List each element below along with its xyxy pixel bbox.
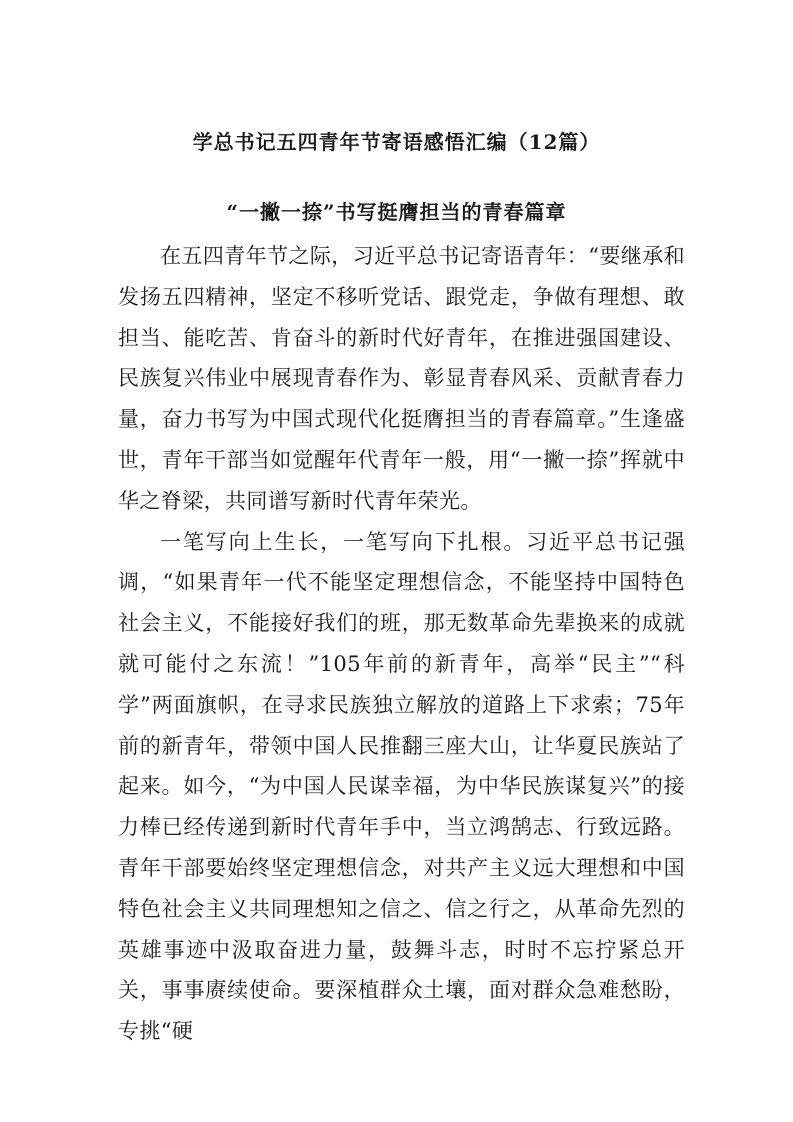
paragraph-1: 在五四青年节之际，习近平总书记寄语青年：“要继承和发扬五四精神，坚定不移听党话、跟党走，争做有理想、敢担当、能吃苦、肯奋斗的新时代好青年，在推进强国建设、民族复兴伟业中展现青春作为、彰显青春风采、贡献青春力量，奋力书写为中国式现代化挺膺担当的青春篇章。”生逢盛世，青年干部当如觉醒年代青年一般，用“一撇一捺”挥就中华之脊梁，共同谱写新时代青年荣光。 — [118, 244, 685, 513]
paragraph-2: 一笔写向上生长，一笔写向下扎根。习近平总书记强调，“如果青年一代不能坚定理想信念，不能坚持中国特色社会主义，不能接好我们的班，那无数革命先辈换来的成就就可能付之东流！”105年前的新青年，高举“民主”“科学”两面旗帜，在寻求民族独立解放的道路上下求索；75年前的新青年，带领中国人民推翻三座大山，让华夏民族站了起来。如今，“为中国人民谋幸福，为中华民族谋复兴”的接力棒已经传递到新时代青年手中，当立鸿鹄志、行致远路。青年干部要始终坚定理想信念，对共产主义远大理想和中国特色社会主义共同理想知之信之、信之行之，从革命先烈的英雄事迹中汲取奋进力量，鼓舞斗志，时时不忘拧紧总开关，事事赓续使命。要深植群众土壤，面对群众急难愁盼，专挑“硬 — [118, 529, 685, 1044]
section-title: “一撇一捺”书写挺膺担当的青春篇章 — [226, 200, 567, 224]
body-text — [118, 236, 685, 1052]
document-title: 学总书记五四青年节寄语感悟汇编（12篇） — [192, 130, 601, 154]
